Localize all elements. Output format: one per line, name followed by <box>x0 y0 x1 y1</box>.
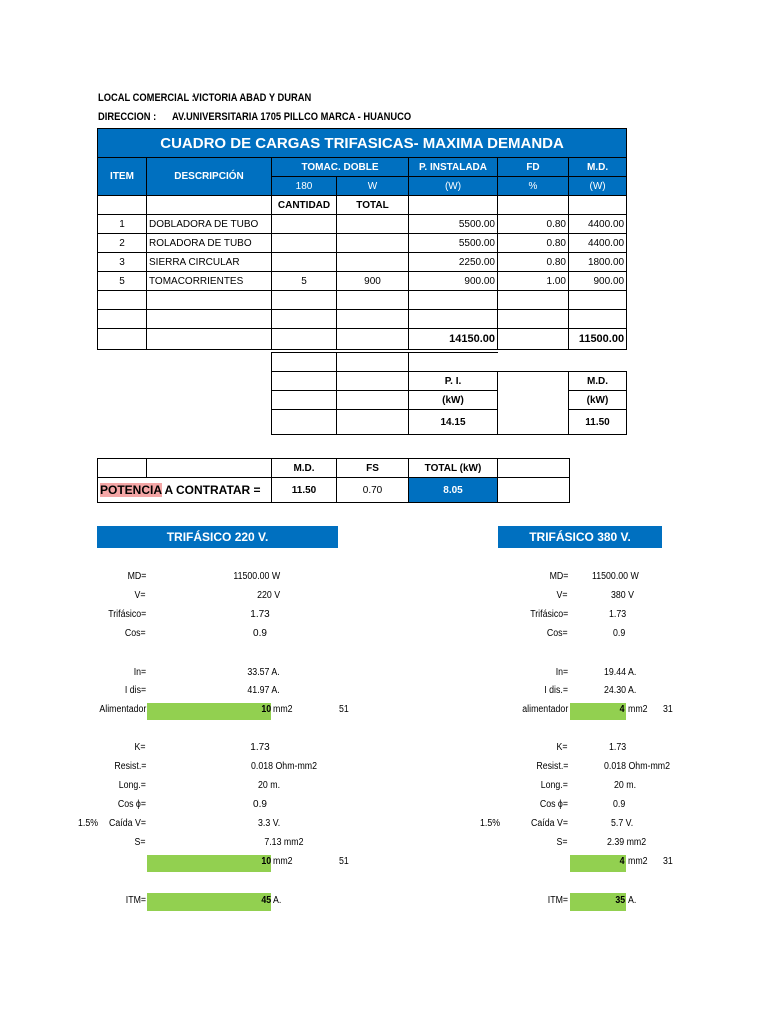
tri380-s-label: S= <box>556 837 568 848</box>
tri380-s2-value: 4 <box>620 856 625 867</box>
tri380-alimentador-number: 31 <box>663 704 673 715</box>
tri380-alimentador-value: 4 <box>620 704 625 715</box>
md-kw-value: 11.50 <box>569 410 627 435</box>
row-fd: 0.80 <box>498 234 569 253</box>
tri380-caida-value: 5.7 V. <box>611 818 634 829</box>
sum-p-instalada: 14150.00 <box>409 329 498 350</box>
row-pinst: 2250.00 <box>409 253 498 272</box>
tri220-cosphi-label: Cos ϕ= <box>117 799 146 810</box>
tri220-cos-value: 0.9 <box>253 628 267 639</box>
tri380-cos-value: 0.9 <box>613 628 626 639</box>
sub-w-unit: (W) <box>409 177 498 196</box>
tri380-s2-unit: mm2 <box>628 856 648 867</box>
tri220-itm-cell <box>147 893 271 911</box>
sub-w: W <box>337 177 409 196</box>
row-item: 2 <box>98 234 147 253</box>
tri220-s-value: 7.13 mm2 <box>263 837 303 848</box>
md-kw-label: M.D. <box>569 372 627 391</box>
tri380-s2-number: 31 <box>663 856 673 867</box>
row-fd: 0.80 <box>498 253 569 272</box>
tri220-long-value: 20 m. <box>257 780 280 791</box>
tri380-trifasico-label: Trifásico= <box>529 609 568 620</box>
sub-total: TOTAL <box>337 196 409 215</box>
row-fd: 1.00 <box>498 272 569 291</box>
row-cantidad <box>272 253 337 272</box>
tri220-in-value: 33.57 A. <box>247 667 280 678</box>
tri380-in-value: 19.44 A. <box>604 667 637 678</box>
tri380-resist-label: Resist.= <box>535 761 568 772</box>
tri220-md-label: MD= <box>127 571 146 582</box>
row-desc: DOBLADORA DE TUBO <box>147 215 272 234</box>
tri220-cosphi-value: 0.9 <box>253 799 267 810</box>
tri380-pct: 1.5% <box>480 818 501 829</box>
pot-col-total: TOTAL (kW) <box>409 459 498 478</box>
tri220-s2-number: 51 <box>339 856 349 867</box>
load-table <box>97 128 627 350</box>
tri380-itm-unit: A. <box>628 895 637 906</box>
tri380-s2-cell <box>570 855 626 872</box>
sub-w-unit-md: (W) <box>569 177 627 196</box>
tri380-itm-value: 35 <box>615 895 625 906</box>
potencia-label-rest: A CONTRATAR = <box>161 483 261 497</box>
potencia-highlight: POTENCIA <box>100 483 162 497</box>
tri220-in-label: In= <box>133 667 146 678</box>
tri220-alimentador-number: 51 <box>339 704 349 715</box>
tri220-k-value: 1.73 <box>250 742 270 753</box>
col-md: M.D. <box>569 158 627 177</box>
tri380-title: TRIFÁSICO 380 V. <box>498 526 662 548</box>
row-item: 3 <box>98 253 147 272</box>
sub-cantidad: CANTIDAD <box>272 196 337 215</box>
tri380-v-value: 380 V <box>611 590 635 601</box>
row-fd: 0.80 <box>498 215 569 234</box>
row-desc: SIERRA CIRCULAR <box>147 253 272 272</box>
tri380-s-value: 2.39 mm2 <box>607 837 647 848</box>
tri220-idis-value: 41.97 A. <box>247 685 280 696</box>
tri380-cosphi-label: Cos ϕ= <box>539 799 568 810</box>
md-kw-unit: (kW) <box>569 391 627 410</box>
table-row <box>98 272 627 291</box>
row-pinst: 5500.00 <box>409 215 498 234</box>
col-descripcion: DESCRIPCIÓN <box>147 158 272 196</box>
tri220-itm-value: 45 <box>261 895 271 906</box>
tri220-idis-label: I dis= <box>124 685 146 696</box>
row-pinst: 5500.00 <box>409 234 498 253</box>
tri380-long-label: Long.= <box>540 780 568 791</box>
row-desc: ROLADORA DE TUBO <box>147 234 272 253</box>
potencia-md: 11.50 <box>272 478 337 503</box>
pi-label: P. I. <box>409 372 498 391</box>
tri220-itm-label: ITM= <box>125 895 146 906</box>
tri220-s2-unit: mm2 <box>273 856 293 867</box>
sum-md: 11500.00 <box>569 329 627 350</box>
table-title: CUADRO DE CARGAS TRIFASICAS- MAXIMA DEMANDA <box>98 129 627 158</box>
tri380-caida-label: Caída V= <box>531 818 568 829</box>
row-cantidad <box>272 215 337 234</box>
row-total: 900 <box>337 272 409 291</box>
row-item: 1 <box>98 215 147 234</box>
tri380-in-label: In= <box>555 667 568 678</box>
tri220-trifasico-value: 1.73 <box>250 609 270 620</box>
tri380-md-value: 11500.00 W <box>592 571 639 582</box>
tri380-md-label: MD= <box>549 571 568 582</box>
pot-col-fs: FS <box>337 459 409 478</box>
tri220-v-label: V= <box>134 590 146 601</box>
tri220-caida-value: 3.3 V. <box>257 818 280 829</box>
col-p-instalada: P. INSTALADA <box>409 158 498 177</box>
tri380-idis-label: I dis.= <box>544 685 568 696</box>
row-md: 1800.00 <box>569 253 627 272</box>
row-cantidad <box>272 234 337 253</box>
row-desc: TOMACORRIENTES <box>147 272 272 291</box>
tri220-trifasico-label: Trifásico= <box>107 609 146 620</box>
row-total <box>337 234 409 253</box>
tri220-s2-value: 10 <box>261 856 271 867</box>
direccion-label: DIRECCION : <box>98 111 157 123</box>
tri220-alimentador-unit: mm2 <box>273 704 293 715</box>
potencia-table <box>97 458 570 503</box>
tri220-resist-value: 0.018 Ohm-mm2 <box>251 761 318 772</box>
table-row <box>98 253 627 272</box>
kw-summary-table <box>271 352 627 435</box>
row-total <box>337 215 409 234</box>
direccion-value: AV.UNIVERSITARIA 1705 PILLCO MARCA - HUANUCO <box>172 111 412 123</box>
pot-col-md: M.D. <box>272 459 337 478</box>
table-row <box>98 215 627 234</box>
row-md: 4400.00 <box>569 215 627 234</box>
tri380-k-value: 1.73 <box>609 742 627 753</box>
potencia-total: 8.05 <box>409 478 498 503</box>
tri380-idis-value: 24.30 A. <box>604 685 637 696</box>
col-item: ITEM <box>98 158 147 196</box>
tri380-k-label: K= <box>556 742 568 753</box>
tri380-cosphi-value: 0.9 <box>613 799 626 810</box>
row-md: 4400.00 <box>569 234 627 253</box>
tri220-k-label: K= <box>134 742 146 753</box>
tri220-title: TRIFÁSICO 220 V. <box>97 526 338 548</box>
local-value: VICTORIA ABAD Y DURAN <box>193 92 312 104</box>
row-item: 5 <box>98 272 147 291</box>
tri380-resist-value: 0.018 Ohm-mm2 <box>604 761 671 772</box>
tri380-alimentador-label: alimentador <box>522 704 568 715</box>
sub-180: 180 <box>272 177 337 196</box>
tri220-caida-label: Caída V= <box>109 818 146 829</box>
tri380-alimentador-cell <box>570 703 626 720</box>
tri220-alimentador-cell <box>147 703 271 720</box>
tri380-alimentador-unit: mm2 <box>628 704 648 715</box>
tri380-cos-label: Cos= <box>547 628 568 639</box>
tri220-v-value: 220 V <box>256 590 280 601</box>
row-total <box>337 253 409 272</box>
tri220-itm-unit: A. <box>273 895 282 906</box>
tri220-resist-label: Resist.= <box>113 761 146 772</box>
tri220-alimentador-value: 10 <box>261 704 271 715</box>
tri380-long-value: 20 m. <box>614 780 637 791</box>
sub-pct: % <box>498 177 569 196</box>
table-row <box>98 234 627 253</box>
tri220-s2-cell <box>147 855 271 872</box>
tri220-long-label: Long.= <box>118 780 146 791</box>
tri220-s-label: S= <box>134 837 146 848</box>
row-md: 900.00 <box>569 272 627 291</box>
local-label: LOCAL COMERCIAL : <box>98 92 195 104</box>
pi-unit: (kW) <box>409 391 498 410</box>
row-pinst: 900.00 <box>409 272 498 291</box>
tri220-cos-label: Cos= <box>125 628 146 639</box>
potencia-label <box>98 478 272 503</box>
tri220-pct: 1.5% <box>78 818 99 829</box>
pi-value: 14.15 <box>409 410 498 435</box>
tri380-v-label: V= <box>556 590 568 601</box>
tri220-alimentador-label: Alimentador <box>99 704 146 715</box>
potencia-fs: 0.70 <box>337 478 409 503</box>
tri220-md-value: 11500.00 W <box>233 571 280 582</box>
tri380-itm-label: ITM= <box>547 895 568 906</box>
col-fd: FD <box>498 158 569 177</box>
col-tomac-doble: TOMAC. DOBLE <box>272 158 409 177</box>
tri380-trifasico-value: 1.73 <box>609 609 627 620</box>
row-cantidad: 5 <box>272 272 337 291</box>
